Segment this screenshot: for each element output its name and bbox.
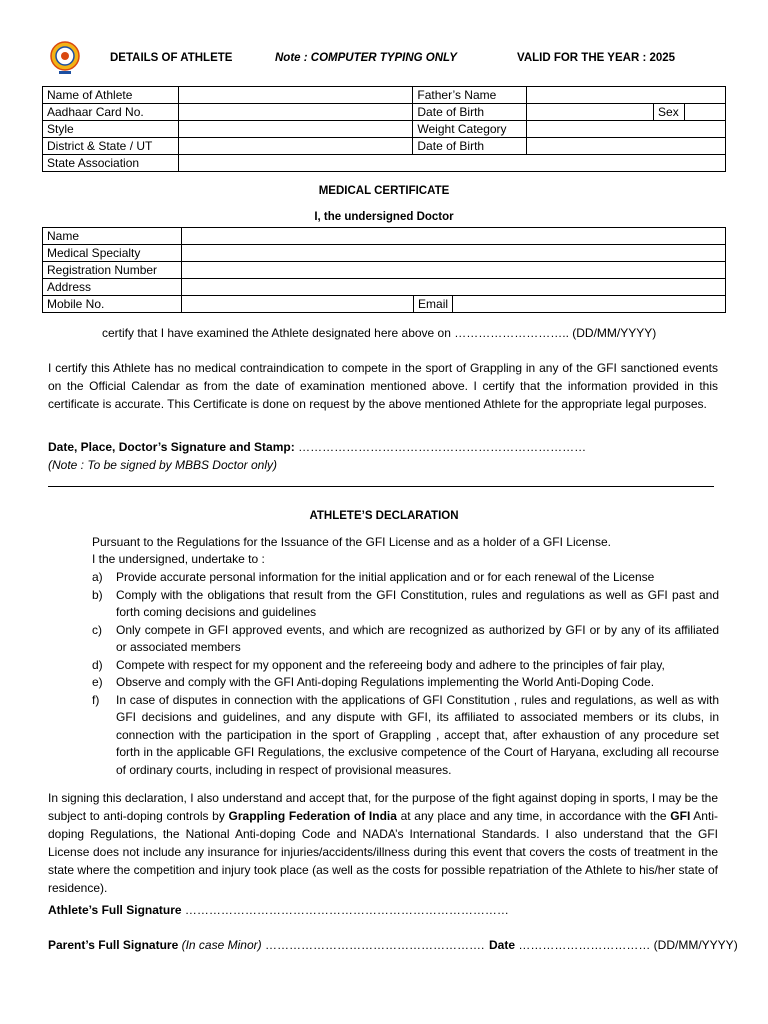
athlete-signature-line[interactable]	[48, 903, 509, 917]
athlete-name-label: Name of Athlete	[43, 87, 179, 104]
list-marker: b)	[92, 587, 103, 602]
father-name-label: Father’s Name	[413, 87, 527, 104]
athlete-details-table	[42, 86, 726, 172]
list-item-text: Only compete in GFI approved events, and which are recognized as authorized by GFI or by any of its affiliated or associated members	[116, 622, 719, 654]
athlete-name-field[interactable]	[178, 87, 412, 104]
dob2-field[interactable]	[527, 138, 726, 155]
list-item	[92, 692, 719, 780]
mobile-field[interactable]	[181, 296, 413, 313]
list-item	[92, 587, 719, 622]
doping-paragraph	[48, 789, 718, 897]
list-item-text: Provide accurate personal information for the initial application and or for each renewal of the License	[116, 570, 655, 584]
doping-text-3: Anti-doping Regulations, the National Anti-doping Code and NADA’s International Standards. I also understand that the GFI License does not include any insurance for injuries/accidents/illness during this event that covers the costs of treatment in the state where the competition and injury took place (as well as the costs for possible repatriation of the Athlete to his/her state of residence).	[48, 809, 718, 895]
declaration-title: ATHLETE’S DECLARATION	[309, 510, 459, 522]
examined-statement: certify that I have examined the Athlete designated here above on ……………………….. (DD/MM/YYYY)	[102, 326, 657, 340]
registration-number-label: Registration Number	[43, 262, 182, 279]
medical-specialty-label: Medical Specialty	[43, 245, 182, 262]
doctor-signature-line: ………………………………………………………………	[298, 440, 587, 454]
style-field[interactable]	[178, 121, 412, 138]
list-marker: c)	[92, 622, 102, 637]
medical-certificate-title: MEDICAL CERTIFICATE	[318, 185, 450, 197]
email-label: Email	[414, 296, 453, 313]
dob-field[interactable]	[527, 104, 654, 121]
doctor-details-table	[42, 227, 726, 313]
mobile-label: Mobile No.	[43, 296, 182, 313]
date-line[interactable]	[489, 938, 738, 952]
state-association-field[interactable]	[178, 155, 725, 172]
list-item	[92, 657, 719, 675]
gfi-logo	[47, 40, 83, 76]
list-marker: e)	[92, 675, 103, 689]
district-field[interactable]	[178, 138, 412, 155]
sex-field[interactable]	[685, 104, 726, 121]
list-item	[92, 622, 719, 657]
medical-specialty-field[interactable]	[181, 245, 725, 262]
athlete-signature-label: Athlete’s Full Signature	[48, 903, 182, 917]
sex-label: Sex	[654, 104, 685, 121]
weight-category-field[interactable]	[527, 121, 726, 138]
header-valid-year: VALID FOR THE YEAR : 2025	[517, 52, 676, 64]
list-marker: a)	[92, 570, 103, 584]
registration-number-field[interactable]	[181, 262, 725, 279]
header-title: DETAILS OF ATHLETE	[110, 52, 233, 64]
date-dots: …………………………… (DD/MM/YYYY)	[515, 938, 738, 952]
aadhaar-field[interactable]	[178, 104, 412, 121]
list-marker: f)	[92, 692, 100, 707]
section-divider	[48, 486, 714, 487]
district-label: District & State / UT	[43, 138, 179, 155]
address-field[interactable]	[181, 279, 725, 296]
date-label: Date	[489, 938, 516, 952]
list-item	[92, 674, 719, 692]
doctor-name-label: Name	[43, 228, 182, 245]
declaration-intro-1: Pursuant to the Regulations for the Issuance of the GFI License and as a holder of a GFI License.	[92, 535, 611, 549]
dob2-label: Date of Birth	[413, 138, 527, 155]
doctor-signature-note: (Note : To be signed by MBBS Doctor only)	[48, 458, 277, 472]
doping-text-gfi: GFI	[670, 809, 691, 823]
dob-label: Date of Birth	[413, 104, 527, 121]
style-label: Style	[43, 121, 179, 138]
header-note: Note : COMPUTER TYPING ONLY	[275, 52, 457, 64]
doping-text-1: In signing this declaration, I also understand and accept that, for the purpose of the fight against doping in sports, I may be the subject to anti-doping controls by	[48, 791, 718, 823]
aadhaar-label: Aadhaar Card No.	[43, 104, 179, 121]
list-item-text: Comply with the obligations that result from the GFI Constitution, rules and regulations as well as GFI past and forth coming decisions and guidelines	[116, 587, 719, 619]
parent-signature-dots: ……………………………………………….	[261, 938, 485, 952]
list-item-text: In case of disputes in connection with the applications of GFI Constitution , rules and regulations, as well as with GFI decisions and guidelines, and any dispute with GFI, its affiliated to associated members or its clubs, in connection with the participation in the sport of Grappling , accept that, after exhaustion of any procedure set forth in the applicable GFI Regulations, the exclusive competence of the Court of Haryana, excluding all recourse of ordinary courts, including in respect of provisional measures.	[116, 692, 719, 777]
parent-signature-note: (In case Minor)	[178, 938, 262, 952]
list-marker: d)	[92, 657, 103, 672]
doctor-signature-label: Date, Place, Doctor’s Signature and Stamp:	[48, 440, 295, 454]
doctor-name-field[interactable]	[181, 228, 725, 245]
address-label: Address	[43, 279, 182, 296]
list-item-text: Compete with respect for my opponent and the refereeing body and adhere to the principles of fair play,	[116, 657, 665, 672]
certify-paragraph: I certify this Athlete has no medical contraindication to compete in the sport of Grappling in any of the GFI sanctioned events on the Official Calendar as from the date of examination mentioned above. I certify that the information provided in this certificate is accurate. This Certificate is done on request by the above mentioned Athlete for the appropriate legal purposes.	[48, 361, 718, 411]
list-item	[92, 569, 719, 587]
email-field[interactable]	[453, 296, 726, 313]
athlete-signature-dots: ………………………………………………………………………	[181, 903, 509, 917]
doping-text-gfi-name: Grappling Federation of India	[228, 809, 397, 823]
father-name-field[interactable]	[527, 87, 726, 104]
declaration-intro-2: I the undersigned, undertake to :	[92, 552, 265, 566]
parent-signature-label: Parent’s Full Signature	[48, 938, 179, 952]
medical-certificate-subtitle: I, the undersigned Doctor	[314, 211, 454, 223]
weight-category-label: Weight Category	[413, 121, 527, 138]
list-item-text: Observe and comply with the GFI Anti-doping Regulations implementing the World Anti-Doping Code.	[116, 675, 655, 689]
parent-signature-line[interactable]	[48, 938, 484, 952]
state-association-label: State Association	[43, 155, 179, 172]
declaration-list	[92, 569, 719, 779]
doping-text-2: at any place and any time, in accordance with the	[396, 809, 671, 823]
